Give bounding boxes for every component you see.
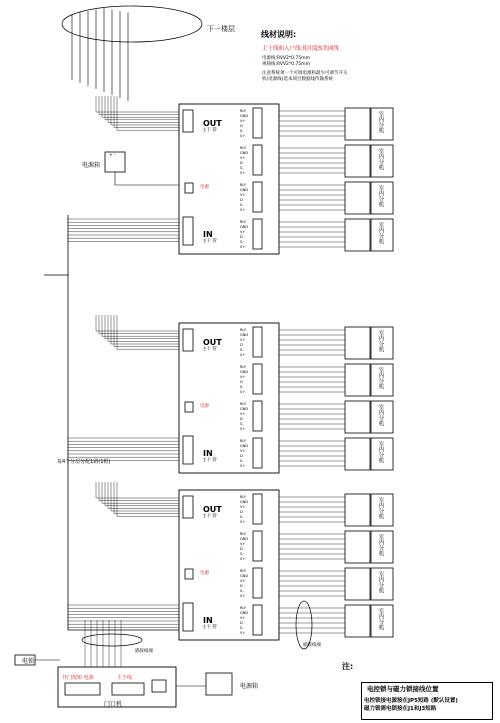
note-title: 注: <box>342 662 354 671</box>
floor-1-group-1-terminal <box>253 108 262 138</box>
floor-2-group-1-terminal <box>253 327 262 357</box>
pin-label: GND <box>240 407 249 411</box>
pin-label: V+ <box>240 119 246 123</box>
pin-label: RLY <box>240 183 247 187</box>
floor-1-main-block <box>179 104 279 254</box>
pin-label: GND <box>240 114 249 118</box>
door-lock-label: 电锁 <box>22 658 35 665</box>
indoor-unit-label: 室内分机 <box>377 185 384 207</box>
floor-3-indoor-terminal-3 <box>345 568 370 600</box>
pin-label: S- <box>240 348 244 352</box>
pin-label: GND <box>240 611 249 615</box>
materials-red-text: 主干线和入户线:使用超5类网线 <box>262 46 339 52</box>
pin-label: RLY <box>240 146 247 150</box>
pin-label: S+ <box>240 390 246 394</box>
floor-2-in-label: IN <box>203 449 213 458</box>
pin-label: RLY <box>240 402 247 406</box>
pin-label: GND <box>240 188 249 192</box>
power-box-label: 电源箱 <box>82 162 101 169</box>
pin-label: RLY <box>240 439 247 443</box>
door-station-port-block <box>65 683 100 695</box>
indoor-unit-label: 室内分机 <box>377 111 384 133</box>
floor-1-out-terminal <box>183 110 193 132</box>
pin-label: D <box>240 235 243 239</box>
pin-label: V+ <box>240 579 246 583</box>
pin-label: D <box>240 547 243 551</box>
note-line-1: 电控锁接电源接在JP5短路 (默认设置) <box>364 698 458 704</box>
pin-label: RLY <box>240 569 247 573</box>
pin-label: GND <box>240 151 249 155</box>
pin-label: GND <box>240 333 249 337</box>
pin-label: D <box>240 343 243 347</box>
pin-label: GND <box>240 370 249 374</box>
floor-2-indoor-terminal-2 <box>345 364 370 396</box>
floor-3-group-2-terminal <box>253 531 262 561</box>
pin-label: V+ <box>240 616 246 620</box>
pin-label: S+ <box>240 171 246 175</box>
pin-label: D <box>240 161 243 165</box>
pin-label: V+ <box>240 505 246 509</box>
floor-1-indoor-terminal-1 <box>345 108 370 140</box>
floor-2-group-3-terminal <box>253 401 262 431</box>
pin-label: S+ <box>240 557 246 561</box>
indoor-unit-label: 室内分机 <box>377 441 384 463</box>
floor-1-out-sub: 主干 管 <box>202 128 217 133</box>
floor-1-group-4-terminal <box>253 219 262 249</box>
pin-label: D <box>240 584 243 588</box>
next-floor-ellipse <box>62 6 202 42</box>
pin-label: S- <box>240 422 244 426</box>
pin-label: V+ <box>240 412 246 416</box>
floor-2-indoor-terminal-1 <box>345 327 370 359</box>
floor-2-main-block <box>179 323 279 473</box>
pin-label: S- <box>240 589 244 593</box>
floor-2-out-sub: 主干 管 <box>202 347 217 352</box>
pin-label: GND <box>240 444 249 448</box>
floor-3-group-4-terminal <box>253 605 262 635</box>
pin-label: S- <box>240 203 244 207</box>
indoor-unit-label: 室内分机 <box>377 608 384 630</box>
floor-3-out-label: OUT <box>203 505 222 514</box>
pin-label: S- <box>240 129 244 133</box>
indoor-unit-label: 室内分机 <box>377 571 384 593</box>
floor-1-out-label: OUT <box>203 119 222 128</box>
materials-line-1: 电源线:RVV2*0.75mm <box>262 56 310 61</box>
floor-2-indoor-terminal-3 <box>345 401 370 433</box>
pin-label: S+ <box>240 427 246 431</box>
pin-label: S- <box>240 626 244 630</box>
pin-label: D <box>240 124 243 128</box>
indoor-unit-label: 室内分机 <box>377 222 384 244</box>
floor-1-power-terminal <box>185 183 193 193</box>
materials-title: 线材说明: <box>261 30 297 39</box>
pin-label: S+ <box>240 208 246 212</box>
floor-2-indoor-terminal-4 <box>345 438 370 470</box>
floor-1-indoor-terminal-2 <box>345 145 370 177</box>
pin-label: V+ <box>240 230 246 234</box>
pin-label: D <box>240 454 243 458</box>
pin-label: S+ <box>240 245 246 249</box>
floor-2-power-terminal <box>185 402 193 412</box>
floor-3-main-block <box>179 490 279 640</box>
indoor-unit-label: 室内分机 <box>377 330 384 352</box>
floor-1-in-sub: 主干 管 <box>202 239 217 244</box>
floor-2-in-terminal <box>183 436 193 464</box>
pin-label: RLY <box>240 495 247 499</box>
pin-label: D <box>240 198 243 202</box>
pin-label: D <box>240 621 243 625</box>
floor-3-indoor-terminal-4 <box>345 605 370 637</box>
floor-3-out-terminal <box>183 496 193 518</box>
power-box-2-label: 电源箱 <box>240 683 259 690</box>
pin-label: S+ <box>240 594 246 598</box>
indoor-unit-label: 室内分机 <box>377 148 384 170</box>
floor-2-power-label: 电源 <box>200 404 209 409</box>
pin-label: GND <box>240 537 249 541</box>
floor-3-group-3-terminal <box>253 568 262 598</box>
next-floor-label: 下一楼层 <box>207 25 235 33</box>
pin-label: S+ <box>240 520 246 524</box>
indoor-unit-label: 室内分机 <box>377 367 384 389</box>
pin-label: V+ <box>240 338 246 342</box>
floor-3-power-terminal <box>185 569 193 579</box>
ellipse-conn-label: 插接线端 <box>135 649 153 654</box>
pin-label: S- <box>240 459 244 463</box>
power-box-2 <box>206 673 232 695</box>
pin-label: D <box>240 380 243 384</box>
pin-label: RLY <box>240 606 247 610</box>
pin-label: D <box>240 417 243 421</box>
pin-label: RLY <box>240 365 247 369</box>
note-heading: 电控锁与磁力锁接线位置 <box>367 685 439 693</box>
pin-label: GND <box>240 500 249 504</box>
floor-3-group-1-terminal <box>253 494 262 524</box>
power-box-terminals: + - <box>109 153 116 158</box>
pin-label: S- <box>240 385 244 389</box>
floor-2-group-2-terminal <box>253 364 262 394</box>
door-station-main-block <box>112 683 144 695</box>
pin-label: S+ <box>240 134 246 138</box>
pin-label: GND <box>240 225 249 229</box>
pin-label: S+ <box>240 353 246 357</box>
floor-1-indoor-terminal-3 <box>345 182 370 214</box>
door-station-power-block <box>152 680 166 692</box>
floor-3-in-terminal <box>183 603 193 631</box>
pin-label: D <box>240 510 243 514</box>
floor-2-out-label: OUT <box>203 338 222 347</box>
floor-3-indoor-terminal-1 <box>345 494 370 526</box>
floor-1-in-terminal <box>183 217 193 245</box>
floor-1-power-label: 电源 <box>200 185 209 190</box>
pin-label: RLY <box>240 109 247 113</box>
door-station-label: 门口机 <box>104 701 123 708</box>
riser-label: 每4个分层分配1路(1根) <box>57 459 111 465</box>
note-line-2: 磁力锁需电锁接在J1和J3短路 <box>364 706 437 712</box>
floor-3-in-sub: 主干 管 <box>202 625 217 630</box>
door-station-ports: 开门按钮 电源 <box>62 675 94 681</box>
pin-label: S- <box>240 552 244 556</box>
floor-2-group-4-terminal <box>253 438 262 468</box>
pin-label: RLY <box>240 328 247 332</box>
pin-label: V+ <box>240 156 246 160</box>
pin-label: S+ <box>240 464 246 468</box>
materials-note-1: 注意系统须一个可调电源和最少可调节开关 <box>262 71 348 76</box>
door-station-main: 主干线 <box>117 675 133 681</box>
indoor-unit-label: 室内分机 <box>377 534 384 556</box>
pin-label: V+ <box>240 193 246 197</box>
pin-label: V+ <box>240 375 246 379</box>
floor-1-group-3-terminal <box>253 182 262 212</box>
floor-2-in-sub: 主干 管 <box>202 458 217 463</box>
materials-note-2: 机(电源线)选本项目数据线传输系统 <box>262 77 334 82</box>
pin-label: RLY <box>240 220 247 224</box>
floor-1-group-2-terminal <box>253 145 262 175</box>
floor-1-in-label: IN <box>203 230 213 239</box>
floor-3-out-sub: 主干 管 <box>202 514 217 519</box>
indoor-unit-label: 室内分机 <box>377 497 384 519</box>
floor-1-indoor-terminal-4 <box>345 219 370 251</box>
conn-label: 插接线端 <box>303 643 321 648</box>
pin-label: RLY <box>240 532 247 536</box>
floor-3-indoor-terminal-2 <box>345 531 370 563</box>
pin-label: V+ <box>240 542 246 546</box>
floor-3-in-label: IN <box>203 616 213 625</box>
materials-line-2: 视频线:RVV2*0.75mm <box>262 62 310 67</box>
pin-label: S- <box>240 166 244 170</box>
indoor-unit-label: 室内分机 <box>377 404 384 426</box>
pin-label: GND <box>240 574 249 578</box>
pin-label: V+ <box>240 449 246 453</box>
floor-3-power-label: 电源 <box>200 571 209 576</box>
pin-label: S+ <box>240 631 246 635</box>
floor-2-out-terminal <box>183 329 193 351</box>
pin-label: S- <box>240 240 244 244</box>
pin-label: S- <box>240 515 244 519</box>
